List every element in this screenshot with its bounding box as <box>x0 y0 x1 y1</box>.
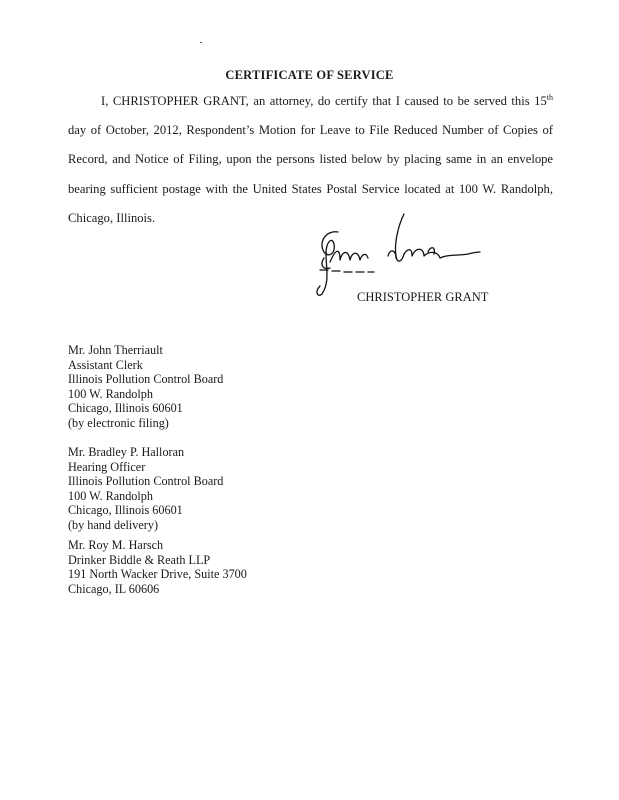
signer-name: CHRISTOPHER GRANT <box>357 290 489 304</box>
recipient-organization: Illinois Pollution Control Board <box>68 474 224 489</box>
service-recipient <box>68 538 247 596</box>
service-recipient <box>68 343 223 431</box>
recipient-city: Chicago, Illinois 60601 <box>68 401 183 416</box>
recipient-street: 100 W. Randolph <box>68 488 153 503</box>
scan-speck <box>200 42 202 43</box>
recipient-street: 191 North Wacker Drive, Suite 3700 <box>68 567 247 582</box>
recipient-title: Hearing Officer <box>68 459 146 474</box>
service-recipient <box>68 445 223 533</box>
certification-text-start: I, CHRISTOPHER GRANT, an attorney, do certify that I caused to be served this 15 <box>101 94 547 108</box>
document-title: CERTIFICATE OF SERVICE <box>225 68 394 82</box>
certification-text-end: day of October, 2012, Respondent’s Motion for Leave to File Reduced Number of Copies of Record, and Notice of Filing, upon the persons listed below by placing same in an envelope bearing sufficient postage with the United States Postal Service located at 100 W. Randolph, Chicago, Illinois. <box>68 123 553 225</box>
recipient-city: Chicago, IL 60606 <box>68 581 160 596</box>
ordinal-suffix: th <box>546 93 553 102</box>
recipient-name: Mr. John Therriault <box>68 343 163 357</box>
recipient-delivery-method: (by hand delivery) <box>68 517 159 532</box>
recipient-city: Chicago, Illinois 60601 <box>68 503 183 518</box>
recipient-organization: Drinker Biddle & Reath LLP <box>68 552 211 567</box>
recipient-delivery-method: (by electronic filing) <box>68 415 169 430</box>
recipient-street: 100 W. Randolph <box>68 386 153 401</box>
recipient-name: Mr. Bradley P. Halloran <box>68 445 185 459</box>
recipient-organization: Illinois Pollution Control Board <box>68 372 224 387</box>
recipient-title: Assistant Clerk <box>68 357 143 372</box>
handwritten-signature <box>300 208 500 303</box>
recipient-name: Mr. Roy M. Harsch <box>68 538 164 552</box>
